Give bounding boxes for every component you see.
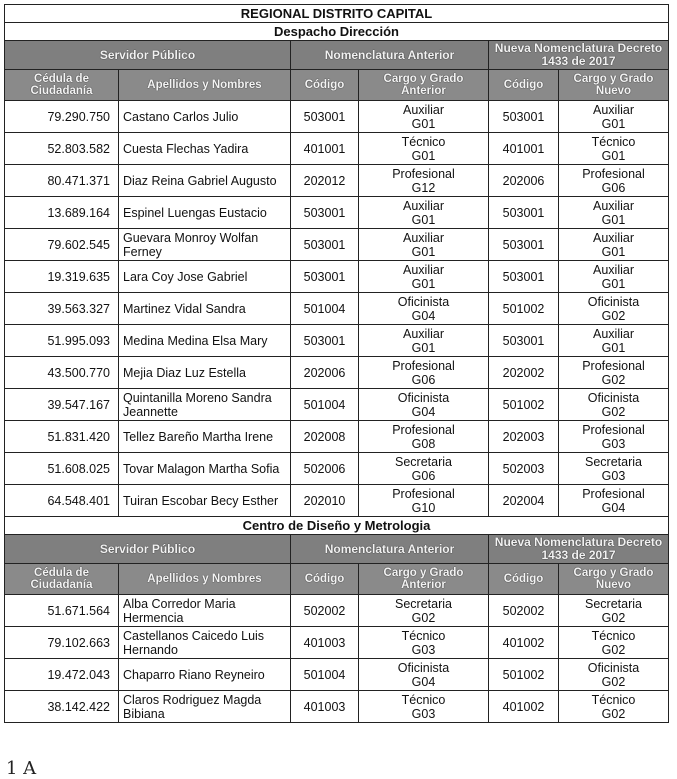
cargo-nuevo-cell: Oficinista G02 (559, 659, 669, 691)
cargo-nuevo-cell: Oficinista G02 (559, 389, 669, 421)
table-row (5, 485, 669, 517)
column-header-cod-new: Código (489, 70, 559, 101)
cedula-cell: 19.319.635 (5, 261, 119, 293)
handwritten-mark: 1 A (6, 758, 37, 779)
codigo-nuevo-cell: 503001 (489, 261, 559, 293)
section-heading-row (5, 517, 669, 535)
column-header-nombre: Apellidos y Nombres (119, 70, 291, 101)
table-row (5, 293, 669, 325)
cargo-nuevo-cell: Profesional G06 (559, 165, 669, 197)
table-row (5, 421, 669, 453)
nombre-cell: Diaz Reina Gabriel Augusto (119, 165, 291, 197)
cargo-nuevo-cell: Técnico G02 (559, 691, 669, 723)
table-row (5, 229, 669, 261)
nombre-cell: Martinez Vidal Sandra (119, 293, 291, 325)
nombre-cell: Alba Corredor Maria Hermencia (119, 595, 291, 627)
cedula-cell: 51.831.420 (5, 421, 119, 453)
codigo-anterior-cell: 503001 (291, 101, 359, 133)
group-header-row (5, 41, 669, 70)
codigo-nuevo-cell: 202002 (489, 357, 559, 389)
table-row (5, 261, 669, 293)
nombre-cell: Espinel Luengas Eustacio (119, 197, 291, 229)
codigo-anterior-cell: 501004 (291, 293, 359, 325)
column-header-cargo-ant: Cargo y Grado Anterior (359, 564, 489, 595)
column-header-nombre: Apellidos y Nombres (119, 564, 291, 595)
table-row (5, 595, 669, 627)
cargo-anterior-cell: Técnico G03 (359, 627, 489, 659)
table-row (5, 453, 669, 485)
cedula-cell: 79.602.545 (5, 229, 119, 261)
nombre-cell: Medina Medina Elsa Mary (119, 325, 291, 357)
codigo-nuevo-cell: 401002 (489, 691, 559, 723)
cargo-nuevo-cell: Auxiliar G01 (559, 261, 669, 293)
section-title: Centro de Diseño y Metrologia (5, 517, 669, 535)
cargo-nuevo-cell: Profesional G04 (559, 485, 669, 517)
cedula-cell: 19.472.043 (5, 659, 119, 691)
codigo-anterior-cell: 202012 (291, 165, 359, 197)
table-row (5, 101, 669, 133)
cedula-cell: 51.671.564 (5, 595, 119, 627)
cargo-nuevo-cell: Auxiliar G01 (559, 197, 669, 229)
codigo-anterior-cell: 501004 (291, 389, 359, 421)
cargo-anterior-cell: Oficinista G04 (359, 659, 489, 691)
cargo-anterior-cell: Profesional G06 (359, 357, 489, 389)
codigo-nuevo-cell: 503001 (489, 325, 559, 357)
cargo-anterior-cell: Auxiliar G01 (359, 229, 489, 261)
codigo-anterior-cell: 401003 (291, 691, 359, 723)
table-row (5, 325, 669, 357)
column-header-cod-new: Código (489, 564, 559, 595)
cedula-cell: 39.547.167 (5, 389, 119, 421)
nombre-cell: Castellanos Caicedo Luis Hernando (119, 627, 291, 659)
nomenclature-table (4, 4, 669, 723)
cedula-cell: 51.608.025 (5, 453, 119, 485)
group-servidor-publico: Servidor Público (5, 535, 291, 564)
nombre-cell: Mejia Diaz Luz Estella (119, 357, 291, 389)
cargo-anterior-cell: Profesional G12 (359, 165, 489, 197)
codigo-anterior-cell: 202010 (291, 485, 359, 517)
nombre-cell: Tellez Bareño Martha Irene (119, 421, 291, 453)
table-row (5, 133, 669, 165)
cargo-nuevo-cell: Profesional G02 (559, 357, 669, 389)
cargo-anterior-cell: Profesional G08 (359, 421, 489, 453)
codigo-anterior-cell: 501004 (291, 659, 359, 691)
cargo-anterior-cell: Auxiliar G01 (359, 197, 489, 229)
nombre-cell: Lara Coy Jose Gabriel (119, 261, 291, 293)
nombre-cell: Castano Carlos Julio (119, 101, 291, 133)
cedula-cell: 38.142.422 (5, 691, 119, 723)
codigo-anterior-cell: 503001 (291, 229, 359, 261)
codigo-nuevo-cell: 202003 (489, 421, 559, 453)
codigo-nuevo-cell: 202004 (489, 485, 559, 517)
document-title: REGIONAL DISTRITO CAPITAL (5, 5, 669, 23)
cedula-cell: 80.471.371 (5, 165, 119, 197)
codigo-nuevo-cell: 502002 (489, 595, 559, 627)
group-nomenclatura-anterior: Nomenclatura Anterior (291, 41, 489, 70)
column-header-cargo-new: Cargo y Grado Nuevo (559, 564, 669, 595)
codigo-nuevo-cell: 202006 (489, 165, 559, 197)
cargo-nuevo-cell: Secretaria G02 (559, 595, 669, 627)
codigo-nuevo-cell: 503001 (489, 229, 559, 261)
nombre-cell: Guevara Monroy Wolfan Ferney (119, 229, 291, 261)
column-header-cargo-new: Cargo y Grado Nuevo (559, 70, 669, 101)
table-row (5, 165, 669, 197)
codigo-nuevo-cell: 401001 (489, 133, 559, 165)
cargo-anterior-cell: Secretaria G06 (359, 453, 489, 485)
nombre-cell: Cuesta Flechas Yadira (119, 133, 291, 165)
codigo-nuevo-cell: 401002 (489, 627, 559, 659)
codigo-nuevo-cell: 503001 (489, 101, 559, 133)
cargo-nuevo-cell: Profesional G03 (559, 421, 669, 453)
codigo-nuevo-cell: 501002 (489, 293, 559, 325)
table-row (5, 389, 669, 421)
column-header-row (5, 70, 669, 101)
cargo-nuevo-cell: Auxiliar G01 (559, 101, 669, 133)
nombre-cell: Tuiran Escobar Becy Esther (119, 485, 291, 517)
cargo-anterior-cell: Secretaria G02 (359, 595, 489, 627)
column-header-cargo-ant: Cargo y Grado Anterior (359, 70, 489, 101)
cargo-anterior-cell: Técnico G01 (359, 133, 489, 165)
cargo-anterior-cell: Auxiliar G01 (359, 101, 489, 133)
nombre-cell: Claros Rodriguez Magda Bibiana (119, 691, 291, 723)
nombre-cell: Chaparro Riano Reyneiro (119, 659, 291, 691)
column-header-cod-ant: Código (291, 564, 359, 595)
group-nueva-nomenclatura: Nueva Nomenclatura Decreto 1433 de 2017 (489, 41, 669, 70)
cargo-nuevo-cell: Técnico G01 (559, 133, 669, 165)
column-header-cc: Cédula de Ciudadanía (5, 70, 119, 101)
codigo-anterior-cell: 401001 (291, 133, 359, 165)
codigo-anterior-cell: 202008 (291, 421, 359, 453)
cargo-nuevo-cell: Auxiliar G01 (559, 325, 669, 357)
table-row (5, 197, 669, 229)
section-title: Despacho Dirección (5, 23, 669, 41)
cedula-cell: 79.290.750 (5, 101, 119, 133)
codigo-anterior-cell: 503001 (291, 197, 359, 229)
cargo-nuevo-cell: Auxiliar G01 (559, 229, 669, 261)
codigo-anterior-cell: 502002 (291, 595, 359, 627)
codigo-anterior-cell: 503001 (291, 325, 359, 357)
column-header-row (5, 564, 669, 595)
cargo-nuevo-cell: Secretaria G03 (559, 453, 669, 485)
group-header-row (5, 535, 669, 564)
cedula-cell: 39.563.327 (5, 293, 119, 325)
cargo-anterior-cell: Auxiliar G01 (359, 261, 489, 293)
codigo-nuevo-cell: 502003 (489, 453, 559, 485)
group-nueva-nomenclatura: Nueva Nomenclatura Decreto 1433 de 2017 (489, 535, 669, 564)
cargo-nuevo-cell: Oficinista G02 (559, 293, 669, 325)
table-row (5, 691, 669, 723)
column-header-cc: Cédula de Ciudadanía (5, 564, 119, 595)
table-row (5, 659, 669, 691)
cedula-cell: 13.689.164 (5, 197, 119, 229)
cedula-cell: 51.995.093 (5, 325, 119, 357)
cargo-nuevo-cell: Técnico G02 (559, 627, 669, 659)
codigo-nuevo-cell: 503001 (489, 197, 559, 229)
cedula-cell: 64.548.401 (5, 485, 119, 517)
cargo-anterior-cell: Técnico G03 (359, 691, 489, 723)
section-heading-row (5, 23, 669, 41)
cedula-cell: 43.500.770 (5, 357, 119, 389)
nombre-cell: Tovar Malagon Martha Sofia (119, 453, 291, 485)
cargo-anterior-cell: Oficinista G04 (359, 389, 489, 421)
codigo-anterior-cell: 503001 (291, 261, 359, 293)
codigo-anterior-cell: 401003 (291, 627, 359, 659)
codigo-anterior-cell: 502006 (291, 453, 359, 485)
group-servidor-publico: Servidor Público (5, 41, 291, 70)
column-header-cod-ant: Código (291, 70, 359, 101)
codigo-nuevo-cell: 501002 (489, 389, 559, 421)
group-nomenclatura-anterior: Nomenclatura Anterior (291, 535, 489, 564)
cedula-cell: 79.102.663 (5, 627, 119, 659)
codigo-nuevo-cell: 501002 (489, 659, 559, 691)
nombre-cell: Quintanilla Moreno Sandra Jeannette (119, 389, 291, 421)
codigo-anterior-cell: 202006 (291, 357, 359, 389)
table-row (5, 627, 669, 659)
cargo-anterior-cell: Profesional G10 (359, 485, 489, 517)
cedula-cell: 52.803.582 (5, 133, 119, 165)
cargo-anterior-cell: Oficinista G04 (359, 293, 489, 325)
table-row (5, 357, 669, 389)
cargo-anterior-cell: Auxiliar G01 (359, 325, 489, 357)
